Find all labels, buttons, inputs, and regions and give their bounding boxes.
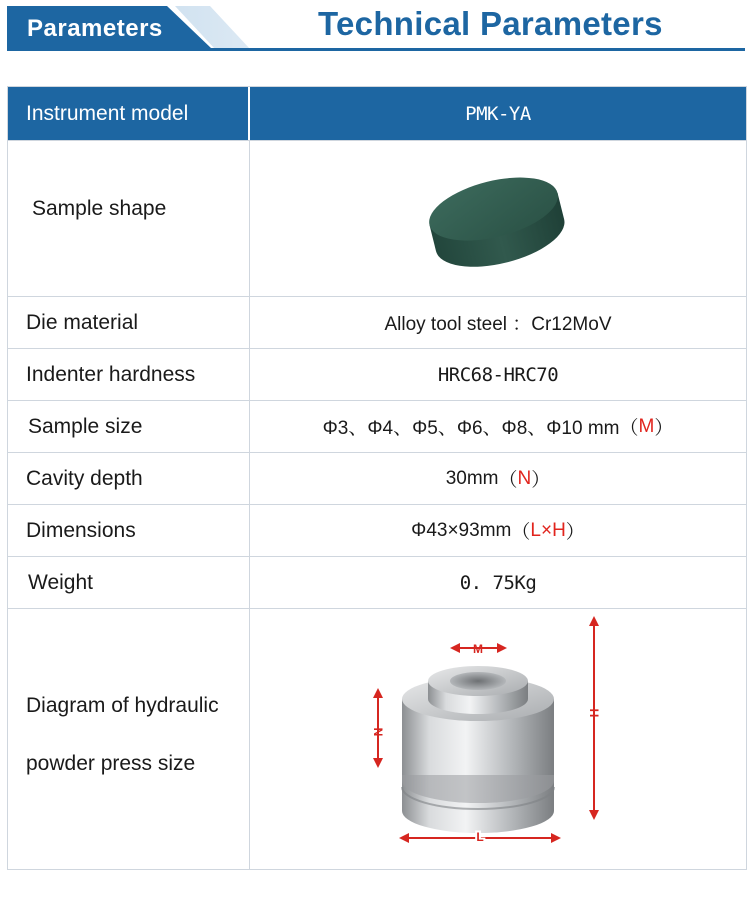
- diagram-label: [8, 609, 250, 869]
- header-divider: [7, 48, 745, 51]
- cavity-depth-label: Cavity depth: [8, 453, 250, 504]
- dim-h-label: H: [587, 708, 601, 718]
- indenter-hardness-value: HRC68-HRC70: [437, 363, 559, 386]
- page-title: Technical Parameters: [318, 5, 663, 42]
- cavity-depth-key: N: [517, 467, 532, 489]
- dimensions-text: Φ43×93mm: [411, 519, 512, 541]
- dim-l-label: L: [476, 830, 484, 844]
- parameters-table: [7, 86, 747, 870]
- table-row-indenter-hardness: [8, 349, 746, 401]
- cavity-depth-paren-close: ）: [531, 470, 551, 491]
- model-value: PMK-YA: [465, 102, 531, 125]
- cavity-depth-text: 30mm: [445, 467, 499, 489]
- sample-size-value: [250, 401, 746, 452]
- diagram-label-line2: powder press size: [26, 752, 196, 775]
- cavity-depth-value: [250, 453, 746, 504]
- weight-label: Weight: [8, 557, 250, 608]
- dimensions-value: [250, 505, 746, 556]
- model-label: Instrument model: [8, 87, 250, 140]
- sample-size-label: Sample size: [8, 401, 250, 452]
- table-row-weight: [8, 557, 746, 609]
- indenter-hardness-label: Indenter hardness: [8, 349, 250, 400]
- sample-shape-image: [250, 141, 746, 296]
- header-tab-label: Parameters: [27, 15, 163, 42]
- cavity-depth-paren-open: （: [498, 470, 518, 491]
- dimensions-label: Dimensions: [8, 505, 250, 556]
- press-diagram: [250, 609, 746, 869]
- table-header-row: [8, 87, 746, 141]
- table-row-sample-shape: [8, 141, 746, 297]
- dim-n-label: N: [371, 727, 385, 737]
- sample-size-text: Φ3、Φ4、Φ5、Φ6、Φ8、Φ10 mm: [322, 418, 620, 439]
- sample-size-key: M: [638, 415, 655, 437]
- weight-value: 0. 75Kg: [459, 571, 537, 594]
- diagram-label-line1: Diagram of hydraulic: [26, 694, 219, 717]
- header-tab: [7, 6, 250, 49]
- dimensions-key-h: H: [552, 519, 566, 541]
- green-disc-icon: [250, 141, 746, 297]
- table-row-sample-size: [8, 401, 746, 453]
- sample-shape-label: Sample shape: [8, 141, 250, 296]
- dimensions-paren-close: ）: [565, 522, 585, 543]
- die-material-value: Alloy tool steel ：Cr12MoV: [384, 314, 612, 335]
- press-die-diagram: [250, 609, 746, 869]
- dimensions-key-l: L: [530, 519, 541, 541]
- page-header: [0, 0, 750, 60]
- table-row-dimensions: [8, 505, 746, 557]
- dimensions-paren-open: （: [511, 522, 531, 543]
- dim-m-label: M: [473, 642, 483, 656]
- table-row-die-material: [8, 297, 746, 349]
- die-material-label: Die material: [8, 297, 250, 348]
- table-row-cavity-depth: [8, 453, 746, 505]
- table-row-diagram: [8, 609, 746, 869]
- sample-size-paren-close: ）: [654, 418, 674, 439]
- sample-size-paren-open: （: [619, 418, 639, 439]
- dimensions-times: ×: [540, 519, 553, 541]
